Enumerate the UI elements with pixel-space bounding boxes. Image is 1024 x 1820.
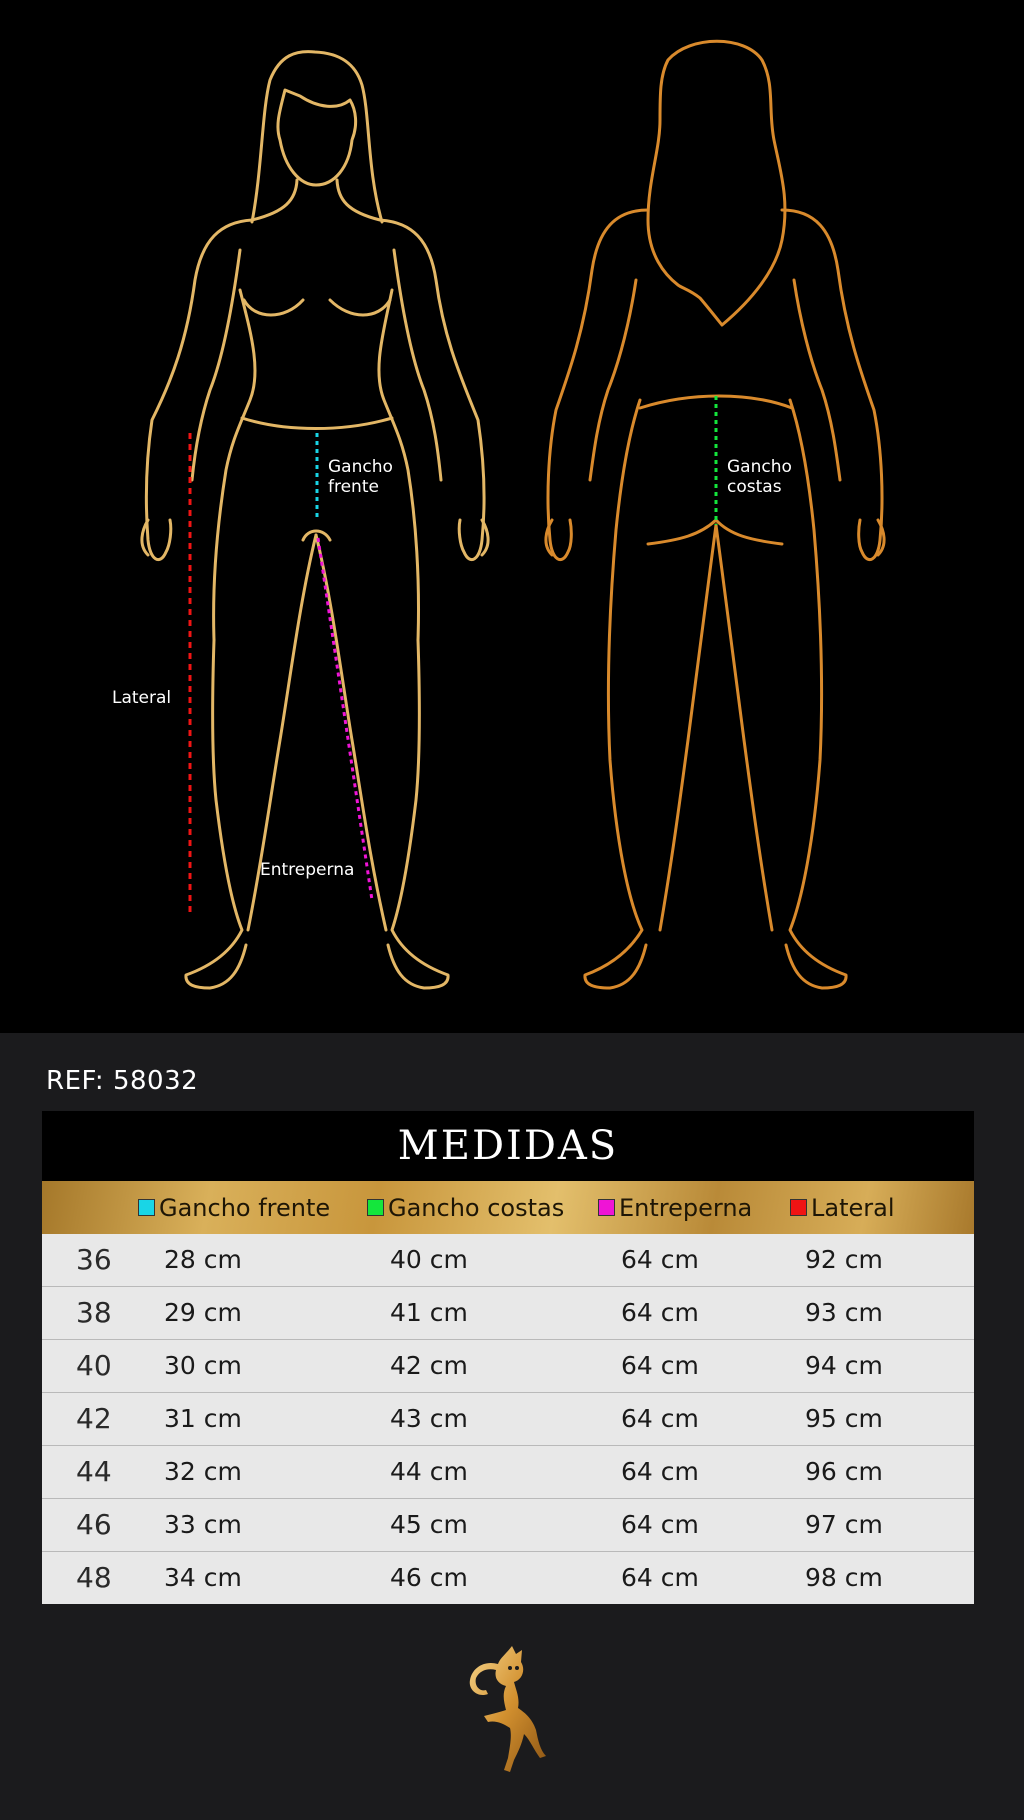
cell-gancho-costas: 46 cm: [390, 1563, 468, 1592]
cell-gancho-frente: 33 cm: [164, 1510, 242, 1539]
cell-lateral: 95 cm: [805, 1404, 883, 1433]
cell-size: 44: [76, 1455, 112, 1488]
table-row: [42, 1234, 974, 1286]
reference-code: REF: 58032: [46, 1066, 199, 1096]
cell-gancho-frente: 31 cm: [164, 1404, 242, 1433]
cell-entreperna: 64 cm: [621, 1245, 699, 1274]
header-entreperna: [598, 1181, 752, 1234]
cell-entreperna: 64 cm: [621, 1457, 699, 1486]
cell-size: 40: [76, 1349, 112, 1382]
red-swatch-icon: [790, 1199, 807, 1216]
cell-entreperna: 64 cm: [621, 1298, 699, 1327]
cell-lateral: 98 cm: [805, 1563, 883, 1592]
magenta-swatch-icon: [598, 1199, 615, 1216]
golden-cat-figure-icon: [466, 1640, 558, 1776]
table-body: [42, 1234, 974, 1604]
cell-gancho-costas: 42 cm: [390, 1351, 468, 1380]
header-gancho-costas-label: Gancho costas: [388, 1193, 565, 1222]
cell-size: 46: [76, 1508, 112, 1541]
cell-lateral: 97 cm: [805, 1510, 883, 1539]
gancho-costas-label-line2: costas: [727, 477, 782, 497]
table-row: [42, 1339, 974, 1392]
cell-gancho-frente: 34 cm: [164, 1563, 242, 1592]
gancho-costas-label-line1: Gancho: [727, 457, 792, 477]
cell-entreperna: 64 cm: [621, 1351, 699, 1380]
cell-lateral: 96 cm: [805, 1457, 883, 1486]
front-body-figure: [142, 52, 488, 988]
table-title: MEDIDAS: [42, 1111, 974, 1181]
cell-gancho-costas: 43 cm: [390, 1404, 468, 1433]
cell-lateral: 93 cm: [805, 1298, 883, 1327]
cell-size: 38: [76, 1296, 112, 1329]
header-gancho-costas: [367, 1181, 564, 1234]
cell-size: 48: [76, 1561, 112, 1594]
table-row: [42, 1551, 974, 1604]
header-gancho-frente: [138, 1181, 330, 1234]
header-entreperna-label: Entreperna: [619, 1193, 753, 1222]
header-lateral-label: Lateral: [811, 1193, 895, 1222]
cell-gancho-costas: 44 cm: [390, 1457, 468, 1486]
cell-entreperna: 64 cm: [621, 1404, 699, 1433]
entreperna-label: Entreperna: [260, 860, 355, 880]
gancho-frente-label-line2: frente: [328, 477, 379, 497]
lateral-label: Lateral: [112, 688, 172, 708]
header-lateral: [790, 1181, 895, 1234]
cell-gancho-frente: 28 cm: [164, 1245, 242, 1274]
cyan-swatch-icon: [138, 1199, 155, 1216]
cell-gancho-frente: 29 cm: [164, 1298, 242, 1327]
cell-gancho-costas: 41 cm: [390, 1298, 468, 1327]
back-body-figure: [546, 41, 884, 988]
entreperna-line: [318, 538, 372, 900]
cell-entreperna: 64 cm: [621, 1510, 699, 1539]
table-header: [42, 1181, 974, 1234]
cell-lateral: 92 cm: [805, 1245, 883, 1274]
header-gancho-frente-label: Gancho frente: [159, 1193, 331, 1222]
cell-size: 42: [76, 1402, 112, 1435]
cell-size: 36: [76, 1243, 112, 1276]
size-chart-table: [42, 1111, 974, 1604]
cell-gancho-frente: 30 cm: [164, 1351, 242, 1380]
green-swatch-icon: [367, 1199, 384, 1216]
table-row: [42, 1445, 974, 1498]
table-row: [42, 1286, 974, 1339]
table-row: [42, 1498, 974, 1551]
gancho-frente-label-line1: Gancho: [328, 457, 393, 477]
cell-entreperna: 64 cm: [621, 1563, 699, 1592]
cell-gancho-frente: 32 cm: [164, 1457, 242, 1486]
cell-lateral: 94 cm: [805, 1351, 883, 1380]
cell-gancho-costas: 40 cm: [390, 1245, 468, 1274]
table-row: [42, 1392, 974, 1445]
cell-gancho-costas: 45 cm: [390, 1510, 468, 1539]
